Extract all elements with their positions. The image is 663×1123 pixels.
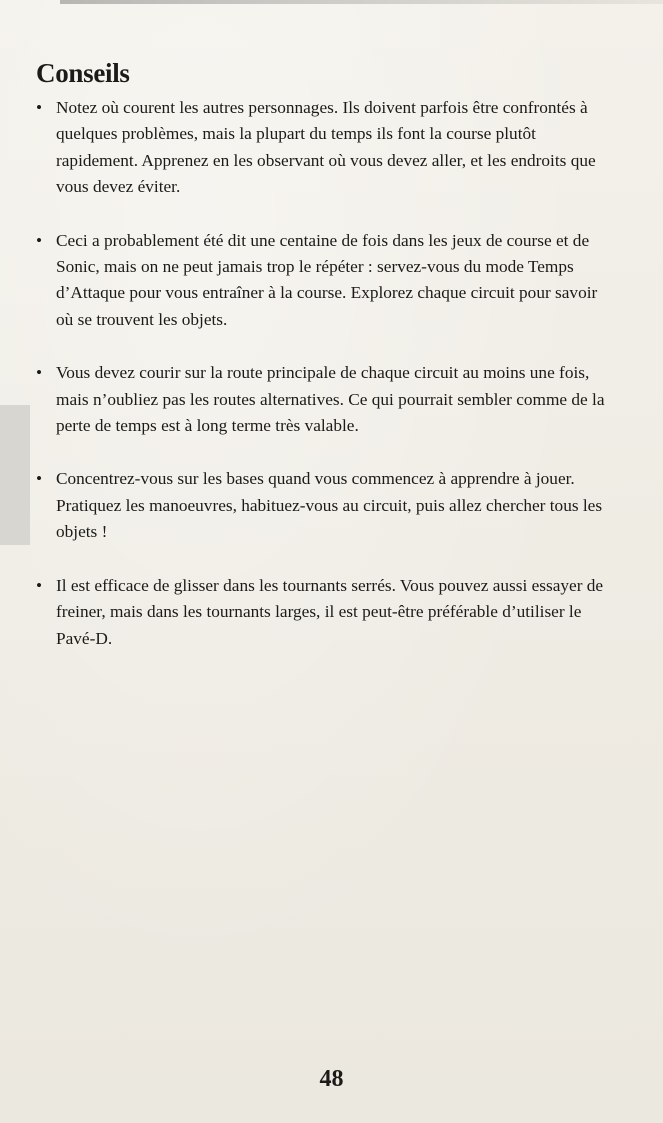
page-title: Conseils	[36, 58, 130, 88]
tip-item: • Ceci a probablement été dit une centaine de fois dans les jeux de course et de Sonic, mais on ne peut jamais trop le répéter : servez-vous du mode Temps d’Attaque pour vous entraîner à la course. Explorez chaque circuit pour savoir où se trouvent les objets.	[36, 228, 616, 334]
page-top-edge-shadow	[60, 0, 663, 4]
page-number: 48	[319, 1066, 344, 1092]
tip-item: • Notez où courent les autres personnages. Ils doivent parfois être confrontés à quelques problèmes, mais la plupart du temps ils font la course plutôt rapidement. Apprenez en les observant où vous devez aller, et les endroits que vous devez éviter.	[36, 95, 616, 201]
left-margin-tab	[0, 405, 30, 545]
tip-item: • Vous devez courir sur la route principale de chaque circuit au moins une fois, mais n’oubliez pas les routes alternatives. Ce qui pourrait sembler comme de la perte de temps est à long terme très valable.	[36, 360, 616, 439]
tip-item: • Il est efficace de glisser dans les tournants serrés. Vous pouvez aussi essayer de freiner, mais dans les tournants larges, il est peut-être préférable d’utiliser le Pavé-D.	[36, 573, 616, 652]
tip-item: • Concentrez-vous sur les bases quand vous commencez à apprendre à jouer. Pratiquez les manoeuvres, habituez-vous au circuit, puis allez chercher tous les objets !	[36, 466, 616, 545]
tips-list	[36, 95, 616, 679]
bleed-through-decoration	[40, 740, 620, 1040]
